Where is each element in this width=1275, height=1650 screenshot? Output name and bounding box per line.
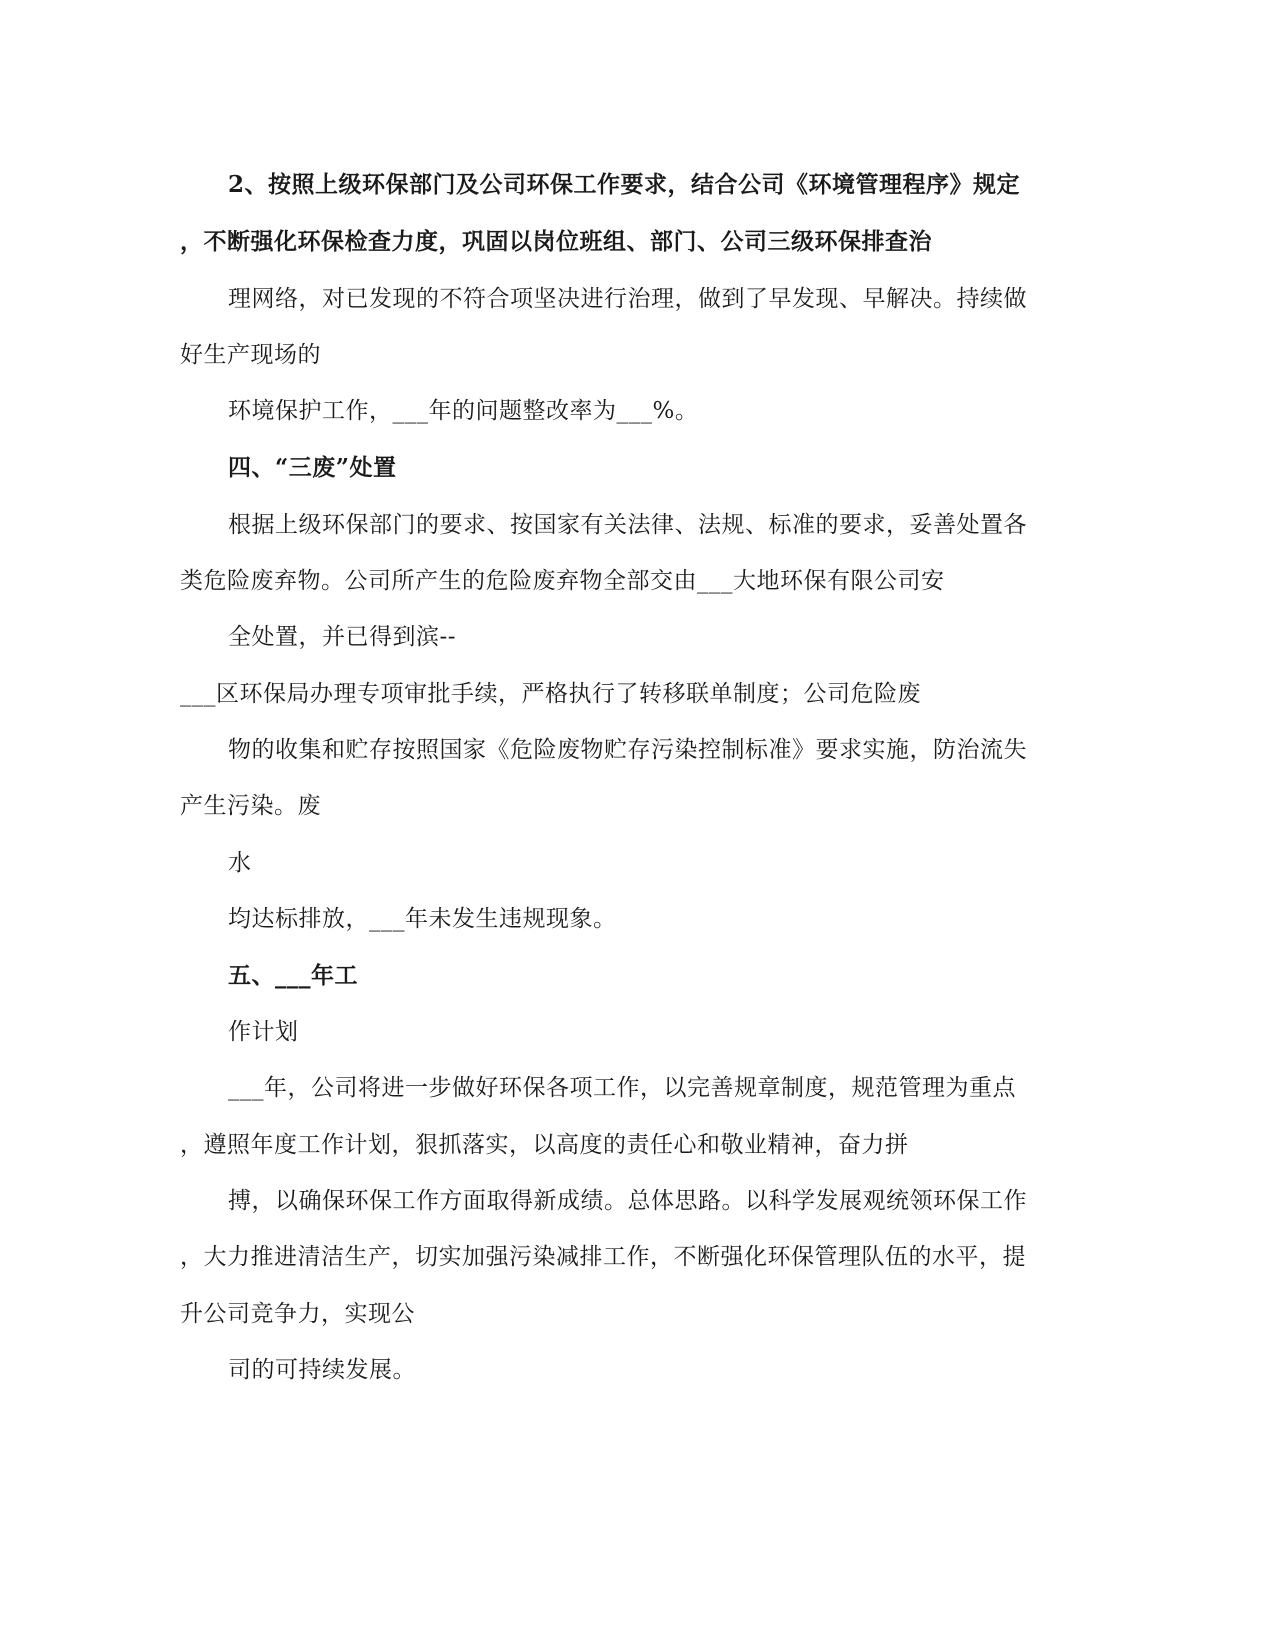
- paragraph-line: ___年，公司将进一步做好环保各项工作，以完善规章制度，规范管理为重点: [228, 1075, 1016, 1101]
- paragraph-line: ，遵照年度工作计划，狠抓落实，以高度的责任心和敬业精神，奋力拼: [180, 1132, 909, 1158]
- paragraph-line: 搏，以确保环保工作方面取得新成绩。总体思路。以科学发展观统领环保工作: [228, 1188, 1027, 1214]
- paragraph-line: 产生污染。废: [180, 793, 321, 819]
- paragraph-line: 物的收集和贮存按照国家《危险废物贮存污染控制标准》要求实施，防治流失: [228, 737, 1027, 763]
- section-heading: 四、“三废”处置: [228, 454, 397, 481]
- paragraph-line: 作计划: [228, 1019, 299, 1045]
- paragraph-line: ___区环保局办理专项审批手续，严格执行了转移联单制度；公司危险废: [180, 681, 921, 707]
- section-heading: 五、___年工: [228, 962, 358, 989]
- paragraph-line: ，大力推进清洁生产，切实加强污染减排工作，不断强化环保管理队伍的水平，提: [180, 1244, 1026, 1270]
- paragraph-line: 根据上级环保部门的要求、按国家有关法律、法规、标准的要求，妥善处置各: [228, 512, 1027, 538]
- paragraph-line: 类危险废弃物。公司所产生的危险废弃物全部交由___大地环保有限公司安: [180, 568, 945, 594]
- paragraph-line: 好生产现场的: [180, 342, 321, 368]
- paragraph-line: 理网络，对已发现的不符合项坚决进行治理，做到了早发现、早解决。持续做: [228, 286, 1027, 312]
- paragraph-line: 2、按照上级环保部门及公司环保工作要求，结合公司《环境管理程序》规定: [228, 171, 1021, 198]
- paragraph-line: 全处置，并已得到滨--: [228, 624, 457, 650]
- paragraph-line: ，不断强化环保检查力度，巩固以岗位班组、部门、公司三级环保排查治: [180, 228, 932, 255]
- paragraph-line: 水: [228, 850, 252, 876]
- paragraph-line: 升公司竞争力，实现公: [180, 1301, 415, 1327]
- paragraph-line: 环境保护工作，___年的问题整改率为___%。: [228, 398, 699, 424]
- paragraph-line: 均达标排放，___年未发生违规现象。: [228, 906, 617, 932]
- paragraph-line: 司的可持续发展。: [228, 1357, 416, 1383]
